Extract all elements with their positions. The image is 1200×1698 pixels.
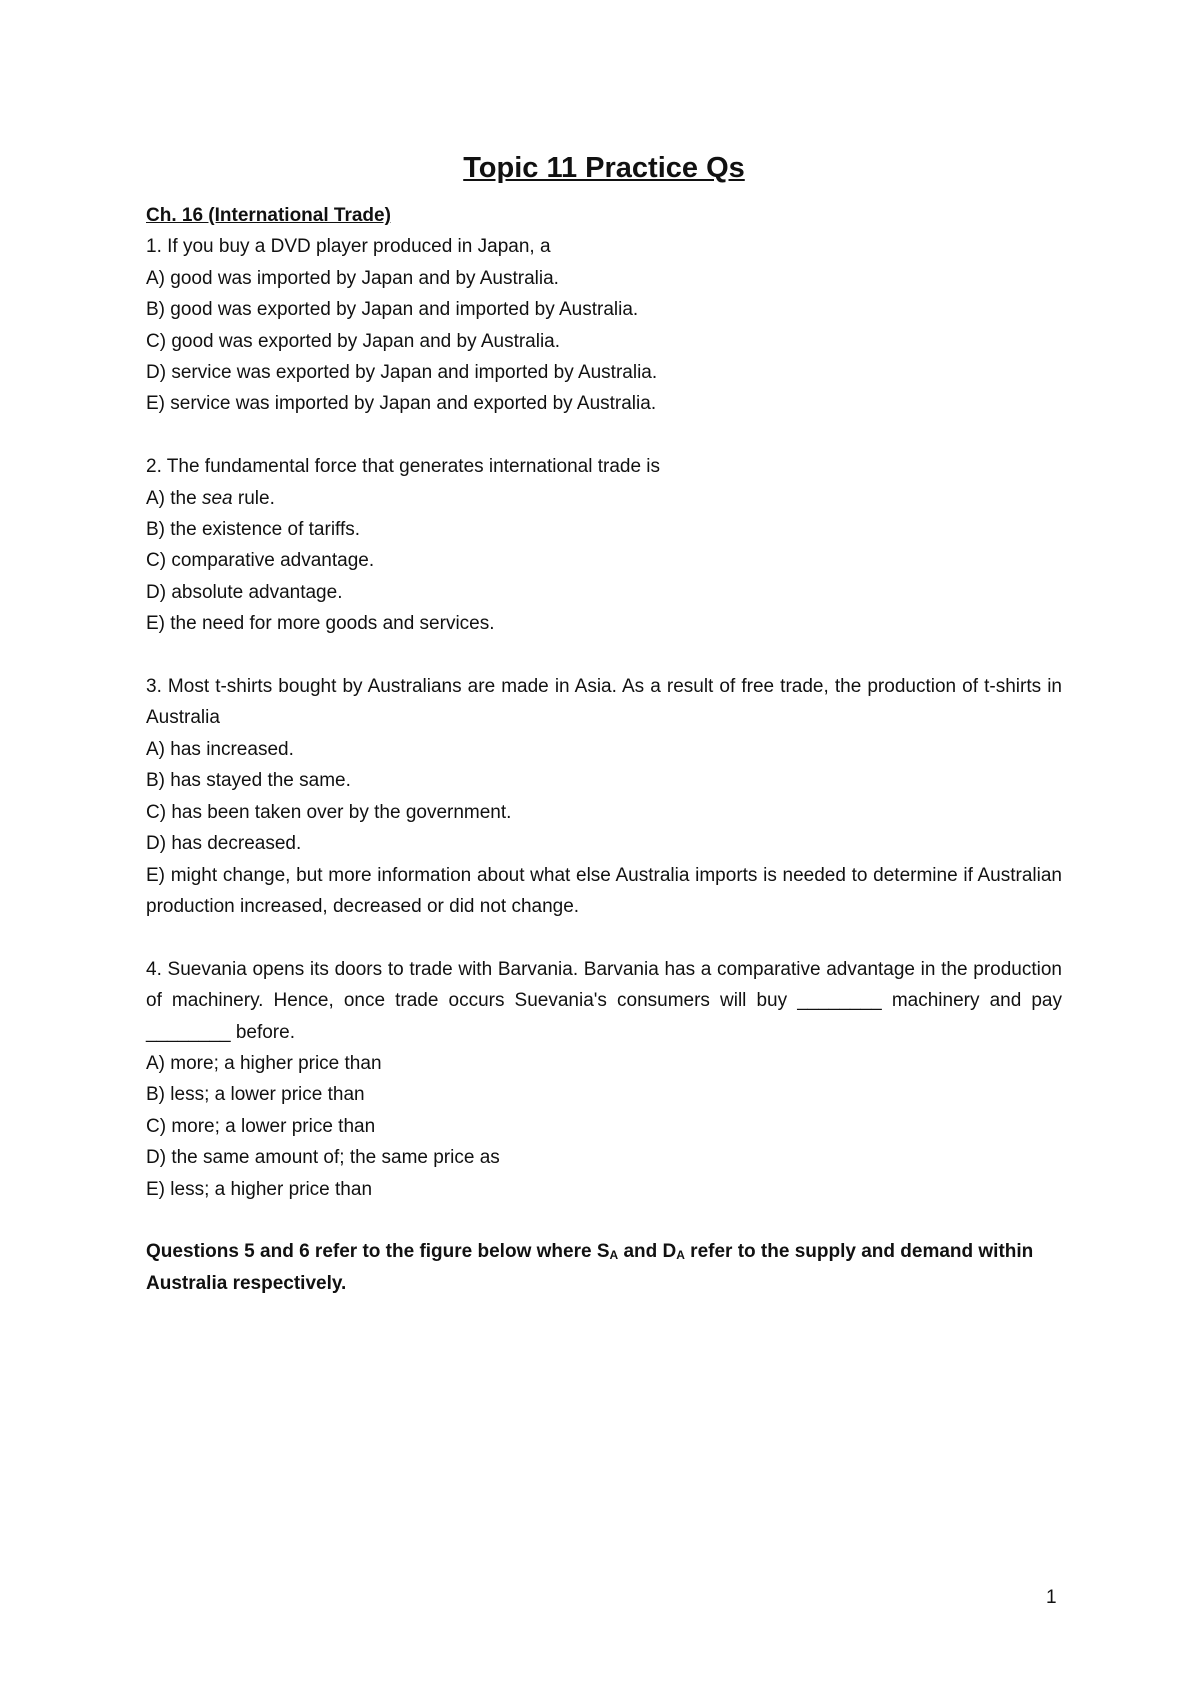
question-2-option-b: B) the existence of tariffs. xyxy=(146,519,361,541)
question-2-option-a-suffix: rule. xyxy=(232,487,275,509)
question-1-option-a: A) good was imported by Japan and by Australia. xyxy=(146,267,559,289)
question-2-option-e: E) the need for more goods and services. xyxy=(146,613,495,635)
page-number: 1 xyxy=(1046,1587,1057,1608)
question-3-option-c: C) has been taken over by the government. xyxy=(146,801,512,823)
question-3-option-a: A) has increased. xyxy=(146,738,294,760)
figure-reference-note xyxy=(146,1236,1062,1299)
question-1 xyxy=(146,231,1062,419)
question-3-option-b: B) has stayed the same. xyxy=(146,770,351,792)
question-4-option-a: A) more; a higher price than xyxy=(146,1052,382,1074)
question-3 xyxy=(146,671,1062,922)
question-3-option-d: D) has decreased. xyxy=(146,833,302,855)
note-subscript-2: A xyxy=(676,1248,685,1263)
question-3-stem: 3. Most t-shirts bought by Australians are made in Asia. As a result of free trade, the production of t-shirts in Australia xyxy=(146,676,1062,729)
question-1-option-b: B) good was exported by Japan and imported by Australia. xyxy=(146,299,639,321)
question-4-option-c: C) more; a lower price than xyxy=(146,1115,376,1137)
spacer xyxy=(146,640,1062,671)
question-2-stem: 2. The fundamental force that generates international trade is xyxy=(146,456,661,478)
question-4 xyxy=(146,954,1062,1205)
spacer xyxy=(146,922,1062,953)
question-4-option-d: D) the same amount of; the same price as xyxy=(146,1147,500,1169)
question-3-option-e: E) might change, but more information about what else Australia imports is needed to determine if Australian production increased, decreased or did not change. xyxy=(146,864,1062,917)
note-part-2: and D xyxy=(618,1241,677,1263)
page-title: Topic 11 Practice Qs xyxy=(463,152,745,184)
question-2-option-c: C) comparative advantage. xyxy=(146,550,375,572)
note-part-1: Questions 5 and 6 refer to the figure below where S xyxy=(146,1241,610,1263)
spacer xyxy=(146,1205,1062,1236)
question-4-option-b: B) less; a lower price than xyxy=(146,1084,365,1106)
question-1-stem: 1. If you buy a DVD player produced in Japan, a xyxy=(146,236,551,258)
question-1-option-c: C) good was exported by Japan and by Australia. xyxy=(146,330,561,352)
section-heading: Ch. 16 (International Trade) xyxy=(146,205,391,226)
spacer xyxy=(146,420,1062,451)
note-part-3: refer to the supply and demand within Australia respectively. xyxy=(146,1241,1034,1294)
question-4-stem: 4. Suevania opens its doors to trade with Barvania. Barvania has a comparative advantage in the production of machinery. Hence, once trade occurs Suevania's consumers will buy ________ machinery and pay ________ before. xyxy=(146,958,1062,1043)
note-subscript-1: A xyxy=(609,1248,619,1263)
question-1-option-d: D) service was exported by Japan and imported by Australia. xyxy=(146,362,658,384)
question-2-option-d: D) absolute advantage. xyxy=(146,581,343,603)
question-4-option-e: E) less; a higher price than xyxy=(146,1178,373,1200)
question-2 xyxy=(146,451,1062,639)
question-1-option-e: E) service was imported by Japan and exported by Australia. xyxy=(146,393,657,415)
question-2-option-a-prefix: A) the xyxy=(146,487,202,509)
question-2-option-a-italic: sea xyxy=(201,487,233,509)
question-2-option-a xyxy=(146,483,1062,514)
page-content xyxy=(146,148,1062,1299)
